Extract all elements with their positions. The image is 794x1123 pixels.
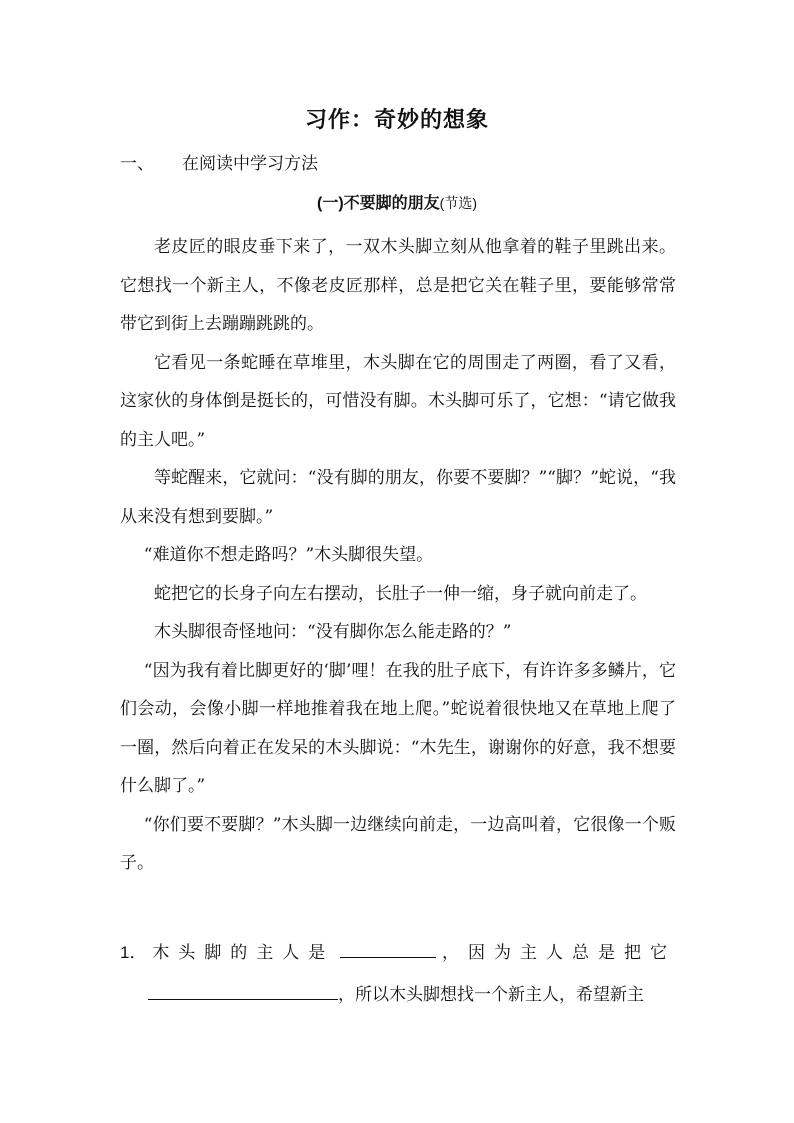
paragraph: 木头脚很奇怪地问：“没有脚你怎么能走路的？”: [154, 622, 512, 642]
answer-blank[interactable]: [148, 981, 338, 1000]
paragraph: 它看见一条蛇睡在草堆里，木头脚在它的周围走了两圈，看了又看，这家伙的身体倒是挺长的，可惜没有脚。木头脚可乐了，它想：“请它做我的主人吧。”: [120, 352, 676, 450]
paragraph: 蛇把它的长身子向左右摆动，长肚子一伸一缩，身子就向前走了。: [154, 583, 647, 604]
question-text: 木头脚的主人是: [152, 943, 335, 962]
paragraph: “因为我有着比脚更好的‘脚’哩！在我的肚子底下，有许许多多鳞片，它们会动，会像小脚一样地推着我在地上爬。”蛇说着很快地又在草地上爬了一圈，然后向着正在发呆的木头脚说：“木先生，谢谢你的好意，我不想要什么脚了。”: [120, 660, 676, 796]
page-title: 习作：奇妙的想象: [304, 108, 489, 133]
section-heading: [120, 149, 318, 174]
passage-title-note: (节选): [439, 195, 477, 211]
question-line: [120, 974, 676, 1016]
question-1: [120, 932, 676, 1016]
passage-title: [0, 190, 794, 213]
question-line: [120, 932, 676, 974]
paragraph: “难道你不想走路吗？”木头脚很失望。: [143, 545, 434, 565]
paragraph: “你们要不要脚？”木头脚一边继续向前走，一边高叫着，它很像一个贩子。: [120, 814, 676, 873]
question-text: ，所以木头脚想找一个新主人，希望新主: [338, 985, 644, 1004]
section-label: 在阅读中学习方法: [182, 154, 318, 174]
paragraph: 老皮匠的眼皮垂下来了，一双木头脚立刻从他拿着的鞋子里跳出来。它想找一个新主人，不像老皮匠那样，总是把它关在鞋子里，要能够常常带它到街上去蹦蹦跳跳的。: [120, 237, 676, 334]
answer-blank[interactable]: [340, 939, 436, 958]
question-number: 1．: [120, 943, 147, 962]
passage-title-main: (一)不要脚的朋友: [317, 195, 440, 212]
paragraph: 等蛇醒来，它就问：“没有脚的朋友，你要不要脚？”“脚？”蛇说，“我从来没有想到要脚。”: [120, 468, 676, 527]
question-text: ，因为主人总是把它: [442, 943, 676, 962]
reading-passage: [120, 228, 676, 883]
section-number: 一、: [120, 154, 154, 174]
